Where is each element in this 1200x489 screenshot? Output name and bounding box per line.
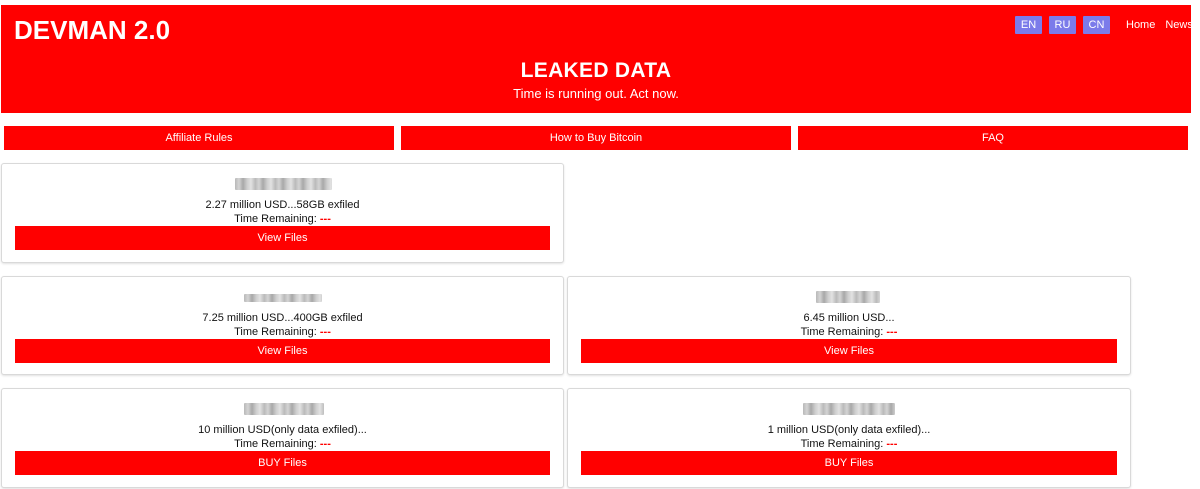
- lang-cn-button[interactable]: CN: [1083, 16, 1110, 34]
- time-remaining-value: ---: [319, 213, 331, 225]
- leak-amount: 6.45 million USD...: [803, 312, 895, 324]
- time-remaining: [568, 326, 1130, 338]
- time-remaining-value: ---: [886, 438, 898, 450]
- tab-faq[interactable]: FAQ: [798, 126, 1188, 150]
- time-remaining-label: Time Remaining:: [800, 326, 884, 338]
- language-switcher: [1015, 16, 1110, 34]
- hero-title: LEAKED DATA: [520, 59, 672, 82]
- tab-how-to-buy-bitcoin[interactable]: How to Buy Bitcoin: [401, 126, 791, 150]
- nav-home-link[interactable]: Home: [1126, 19, 1156, 31]
- leak-amount: 2.27 million USD...58GB exfiled: [205, 199, 360, 211]
- hero-subtitle: Time is running out. Act now.: [513, 86, 679, 101]
- time-remaining-value: ---: [319, 326, 331, 338]
- time-remaining-label: Time Remaining:: [234, 326, 317, 338]
- time-remaining: [568, 438, 1130, 450]
- time-remaining-label: Time Remaining:: [234, 438, 317, 450]
- time-remaining: [2, 326, 563, 338]
- view-files-button[interactable]: View Files: [15, 226, 550, 250]
- redacted-company-name: [235, 178, 332, 190]
- redacted-company-name: [244, 294, 322, 302]
- time-remaining: [2, 438, 563, 450]
- redacted-company-name: [803, 403, 895, 415]
- redacted-company-name: [244, 403, 324, 415]
- site-logo[interactable]: DEVMAN 2.0: [14, 15, 171, 45]
- lang-ru-button[interactable]: RU: [1049, 16, 1076, 34]
- view-files-button[interactable]: View Files: [15, 339, 550, 363]
- tab-affiliate-rules[interactable]: Affiliate Rules: [4, 126, 394, 150]
- buy-files-button[interactable]: BUY Files: [581, 451, 1117, 475]
- leak-amount: 1 million USD(only data exfiled)...: [767, 424, 931, 436]
- time-remaining: [2, 213, 563, 225]
- time-remaining-value: ---: [886, 326, 898, 338]
- leak-card: [1, 163, 564, 263]
- lang-en-button[interactable]: EN: [1015, 16, 1042, 34]
- time-remaining-value: ---: [319, 438, 331, 450]
- redacted-company-name: [816, 291, 880, 303]
- leak-amount: 7.25 million USD...400GB exfiled: [202, 312, 363, 324]
- view-files-button[interactable]: View Files: [581, 339, 1117, 363]
- leak-card: [1, 388, 564, 488]
- leak-amount: 10 million USD(only data exfiled)...: [198, 424, 367, 436]
- leak-card: [567, 388, 1131, 488]
- top-nav: [1126, 19, 1193, 31]
- site-header: [1, 5, 1191, 113]
- time-remaining-label: Time Remaining:: [800, 438, 884, 450]
- leak-card: [1, 276, 564, 375]
- time-remaining-label: Time Remaining:: [234, 213, 317, 225]
- buy-files-button[interactable]: BUY Files: [15, 451, 550, 475]
- leak-card: [567, 276, 1131, 375]
- nav-news-link[interactable]: News: [1165, 19, 1193, 31]
